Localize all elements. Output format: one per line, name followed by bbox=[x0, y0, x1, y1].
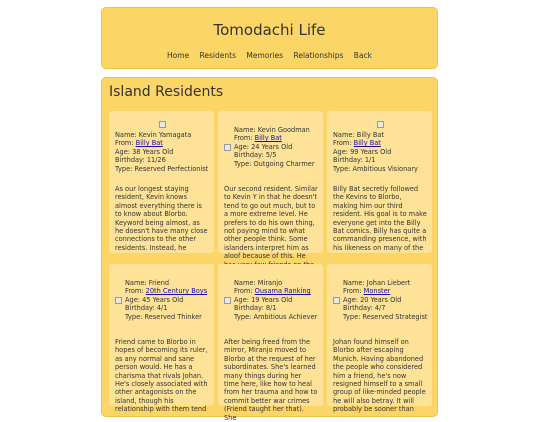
main-nav bbox=[102, 51, 437, 60]
resident-age: 38 Years Old bbox=[132, 147, 174, 156]
resident-type: Reserved Strategist bbox=[362, 312, 428, 321]
resident-card bbox=[327, 111, 432, 253]
resident-bio: Our second resident. Similar to Kevin Y in that he doesn't tend to go out much, but to a more extreme level. He prefers to do his own thing, not paying mind to what other people think. Some islanders interpret him as aloof because of this. He bbox=[224, 185, 318, 261]
resident-bio: After being freed from the mirror, Miranjo moved to Blorbo at the request of her subordinates. She's learned many things during her time here, like how to heal from her trauma and how to commit better war crimes (Friend taught her that). She bbox=[224, 338, 318, 422]
resident-info: Name: Friend From: 20th Century Boys Age: 45 Years Old Birthday: 4/1 Type: Reserved Thinker bbox=[115, 270, 210, 330]
resident-birthday: 8/1 bbox=[265, 304, 277, 313]
resident-card bbox=[218, 111, 323, 261]
resident-origin-link[interactable]: 20th Century Boys bbox=[145, 287, 208, 296]
resident-card bbox=[109, 111, 214, 253]
resident-card bbox=[218, 264, 323, 422]
nav-home-link[interactable]: Home bbox=[166, 51, 190, 60]
resident-name: Billy Bat bbox=[356, 130, 384, 139]
resident-card bbox=[109, 264, 214, 414]
resident-info: Name: Johan Liebert From: Monster Age: 20 Years Old Birthday: 4/7 Type: Reserved Strategist bbox=[333, 270, 428, 330]
resident-age: 99 Years Old bbox=[350, 147, 392, 156]
resident-bio: Johan found himself on Blorbo after escaping Munich. Having abandoned the people who considered him a friend, he's now resigned himself to a small group of like-minded people he will also betray. It will probably be sooner than bbox=[333, 338, 426, 414]
resident-type: Outgoing Charmer bbox=[253, 159, 315, 168]
resident-name: Friend bbox=[148, 278, 170, 287]
resident-info: Name: Billy Bat From: Billy Bat Age: 99 Years Old Birthday: 1/1 Type: Ambitious Visionary bbox=[333, 117, 428, 177]
resident-portrait-image bbox=[333, 297, 340, 304]
resident-birthday: 1/1 bbox=[364, 156, 376, 165]
resident-name: Kevin Goodman bbox=[257, 125, 310, 134]
resident-age: 24 Years Old bbox=[251, 142, 293, 151]
resident-type: Reserved Thinker bbox=[144, 312, 202, 321]
site-header bbox=[101, 7, 438, 69]
resident-type: Ambitious Achiever bbox=[253, 312, 318, 321]
resident-age: 19 Years Old bbox=[251, 295, 293, 304]
resident-birthday: 5/5 bbox=[265, 151, 277, 160]
resident-birthday: 4/7 bbox=[374, 304, 386, 313]
residents-section bbox=[101, 77, 438, 422]
resident-age: 45 Years Old bbox=[142, 295, 184, 304]
resident-info: Name: Miranjo From: Ousama Ranking Age: 19 Years Old Birthday: 8/1 Type: Ambitious Achiever bbox=[224, 270, 319, 330]
resident-age: 20 Years Old bbox=[360, 295, 402, 304]
resident-origin-link[interactable]: Billy Bat bbox=[135, 139, 163, 148]
resident-portrait-image bbox=[115, 297, 122, 304]
nav-back-link[interactable]: Back bbox=[353, 51, 373, 60]
site-title: Tomodachi Life bbox=[213, 21, 326, 39]
resident-info: Name: Kevin Yamagata From: Billy Bat Age: 38 Years Old Birthday: 11/26 Type: Reserved Perfectionist bbox=[115, 117, 210, 177]
resident-name: Johan Liebert bbox=[366, 278, 411, 287]
nav-relationships-link[interactable]: Relationships bbox=[293, 51, 344, 60]
resident-bio: As our longest staying resident, Kevin knows almost everything there is to know about Blorbo. Keyword being almost, as he doesn't have many close connections to the other residents. Instead, he bbox=[115, 185, 208, 252]
resident-bio: Billy Bat secretly followed the Kevins to Blorbo, making him our third resident. His goal is to make everyone get into the Billy Bat comics. Billy has quite a commanding presence, with his likeness on many of the bbox=[333, 185, 427, 252]
resident-portrait-image bbox=[224, 144, 231, 151]
resident-type: Reserved Perfectionist bbox=[134, 164, 209, 173]
resident-type: Ambitious Visionary bbox=[352, 164, 418, 173]
resident-info: Name: Kevin Goodman From: Billy Bat Age: 24 Years Old Birthday: 5/5 Type: Outgoing Charmer bbox=[224, 117, 319, 177]
nav-residents-link[interactable]: Residents bbox=[199, 51, 236, 60]
resident-name: Miranjo bbox=[257, 278, 283, 287]
nav-memories-link[interactable]: Memories bbox=[246, 51, 284, 60]
resident-name: Kevin Yamagata bbox=[138, 130, 192, 139]
resident-origin-link[interactable]: Billy Bat bbox=[254, 134, 282, 143]
resident-portrait-image bbox=[159, 121, 166, 128]
resident-origin-link[interactable]: Ousama Ranking bbox=[254, 287, 311, 296]
resident-portrait-image bbox=[224, 297, 231, 304]
resident-origin-link[interactable]: Billy Bat bbox=[353, 139, 381, 148]
resident-portrait-image bbox=[377, 121, 384, 128]
section-title: Island Residents bbox=[109, 84, 224, 100]
resident-birthday: 11/26 bbox=[146, 156, 166, 165]
resident-origin-link[interactable]: Monster bbox=[363, 287, 391, 296]
resident-bio: Friend came to Blorbo in hopes of becoming its ruler, as any normal and sane person would. He has a charisma that rivals Johan. He's closely associated with other antagonists on the island, though his relationship with them tend bbox=[115, 338, 208, 414]
resident-birthday: 4/1 bbox=[156, 304, 168, 313]
resident-card bbox=[327, 264, 432, 414]
